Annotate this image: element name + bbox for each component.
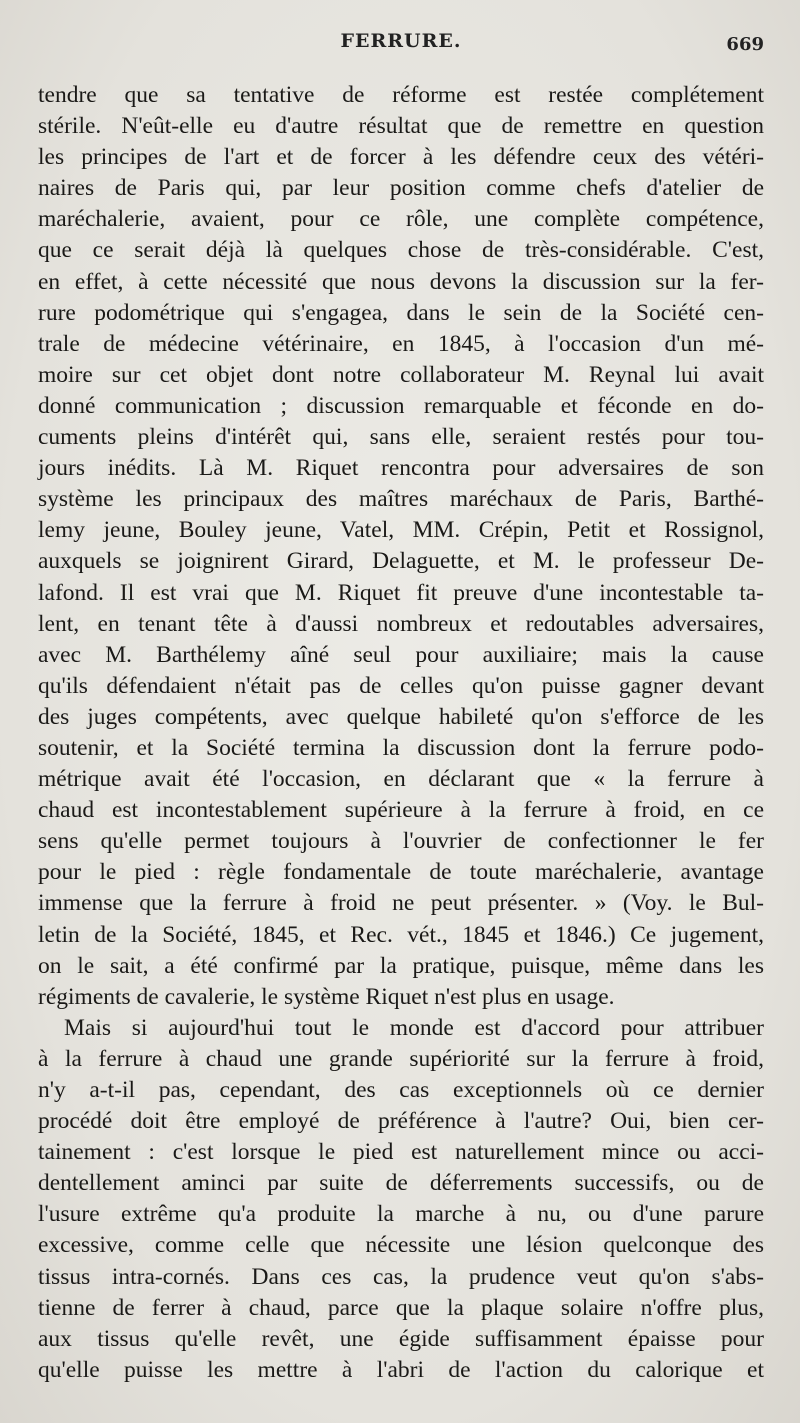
text-line: stérile. N'eût-elle eu d'autre résultat que de remettre en question: [38, 113, 764, 140]
text-line: Mais si aujourd'hui tout le monde est d'accord pour attribuer: [64, 1014, 764, 1041]
text-line: tissus intra-cornés. Dans ces cas, la prudence veut qu'on s'abs-: [38, 1263, 764, 1290]
text-line: lafond. Il est vrai que M. Riquet fit preuve d'une incontestable ta-: [38, 579, 764, 606]
text-line: en effet, à cette nécessité que nous devons la discussion sur la fer-: [38, 268, 764, 295]
text-line: avec M. Barthélemy aîné seul pour auxiliaire; mais la cause: [38, 641, 764, 668]
text-line: jours inédits. Là M. Riquet rencontra pour adversaires de son: [38, 455, 764, 482]
text-line: soutenir, et la Société termina la discussion dont la ferrure podo-: [38, 734, 764, 761]
text-line: cuments pleins d'intérêt qui, sans elle, seraient restés pour tou-: [38, 424, 764, 451]
text-line: à la ferrure à chaud une grande supériorité sur la ferrure à froid,: [38, 1045, 764, 1072]
text-line: métrique avait été l'occasion, en déclarant que « la ferrure à: [38, 766, 764, 793]
text-line: dentellement aminci par suite de déferrements successifs, ou de: [38, 1170, 764, 1197]
text-line: pour le pied : règle fondamentale de toute maréchalerie, avantage: [38, 859, 764, 886]
text-line: tendre que sa tentative de réforme est restée complétement: [38, 82, 764, 108]
text-line: tienne de ferrer à chaud, parce que la plaque solaire n'offre plus,: [38, 1294, 764, 1321]
text-line: qu'ils défendaient n'était pas de celles qu'on puisse gagner devant: [38, 672, 764, 699]
text-line: que ce serait déjà là quelques chose de très-considérable. C'est,: [38, 237, 764, 264]
page-number: 669: [726, 34, 764, 55]
text-line: letin de la Société, 1845, et Rec. vét., 1845 et 1846.) Ce jugement,: [38, 921, 764, 948]
text-line: régiments de cavalerie, le système Riquet n'est plus en usage.: [38, 983, 615, 1010]
text-line: lemy jeune, Bouley jeune, Vatel, MM. Crépin, Petit et Rossignol,: [38, 517, 764, 544]
text-line: chaud est incontestablement supérieure à la ferrure à froid, en ce: [38, 797, 764, 824]
text-line: rure podométrique qui s'engagea, dans le sein de la Société cen-: [38, 299, 764, 326]
text-line: sens qu'elle permet toujours à l'ouvrier de confectionner le fer: [38, 828, 764, 855]
text-line: excessive, comme celle que nécessite une lésion quelconque des: [38, 1232, 764, 1259]
text-line: naires de Paris qui, par leur position comme chefs d'atelier de: [38, 175, 764, 202]
text-line: on le sait, a été confirmé par la pratique, puisque, même dans les: [38, 952, 764, 979]
text-line: aux tissus qu'elle revêt, une égide suffisamment épaisse pour: [38, 1325, 764, 1352]
page-header: [38, 30, 764, 62]
text-line: auxquels se joignirent Girard, Delaguette, et M. le professeur De-: [38, 548, 764, 575]
text-line: l'usure extrême qu'a produite la marche à nu, ou d'une parure: [38, 1201, 764, 1228]
text-line: lent, en tenant tête à d'aussi nombreux et redoutables adversaires,: [38, 610, 764, 637]
text-line: maréchalerie, avaient, pour ce rôle, une complète compétence,: [38, 206, 764, 233]
text-line: des juges compétents, avec quelque habileté qu'on s'efforce de les: [38, 703, 764, 730]
text-line: immense que la ferrure à froid ne peut présenter. » (Voy. le Bul-: [38, 890, 764, 917]
text-line: procédé doit être employé de préférence à l'autre? Oui, bien cer-: [38, 1108, 764, 1135]
body-text: [38, 80, 764, 1386]
text-line: système les principaux des maîtres maréchaux de Paris, Barthé-: [38, 486, 764, 513]
text-line: qu'elle puisse les mettre à l'abri de l'action du calorique et: [38, 1356, 764, 1383]
text-line: n'y a-t-il pas, cependant, des cas exceptionnels où ce dernier: [38, 1077, 764, 1103]
text-line: donné communication ; discussion remarquable et féconde en do-: [38, 392, 764, 419]
text-line: tainement : c'est lorsque le pied est naturellement mince ou acci-: [38, 1139, 764, 1166]
text-line: moire sur cet objet dont notre collaborateur M. Reynal lui avait: [38, 361, 764, 388]
running-title: FERRURE.: [340, 30, 462, 52]
text-line: trale de médecine vétérinaire, en 1845, à l'occasion d'un mé-: [38, 330, 764, 357]
text-line: les principes de l'art et de forcer à les défendre ceux des vétéri-: [38, 144, 764, 171]
